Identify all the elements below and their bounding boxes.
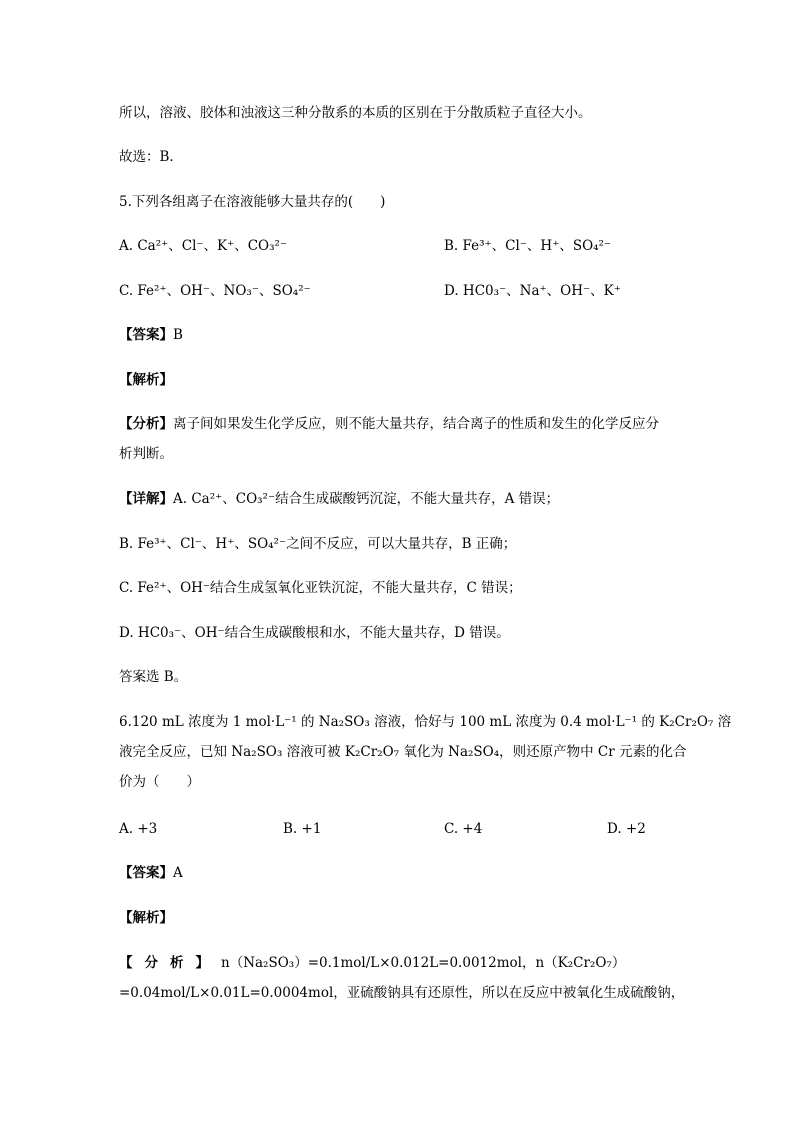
answer-5 (119, 325, 183, 345)
question-5-option-d: D. HC0₃⁻、Na⁺、OH⁻、K⁺ (444, 283, 621, 299)
answer-label: 【答案】 (119, 327, 173, 343)
answer-6 (119, 863, 183, 883)
analysis-5-line-2: 析判断。 (119, 446, 173, 462)
answer-label: 【答案】 (119, 865, 173, 881)
question-6-option-b: B. +1 (283, 821, 322, 837)
fenxi-text: 离子间如果发生化学反应，则不能大量共存，结合离子的性质和发生的化学反应分 (173, 416, 659, 432)
detail-5-b: B. Fe³⁺、Cl⁻、H⁺、SO₄²⁻之间不反应，可以大量共存，B 正确； (119, 536, 517, 552)
detail-5-a (119, 489, 559, 509)
text-line-conclusion: 所以，溶液、胶体和浊液这三种分散系的本质的区别在于分散质粒子直径大小。 (119, 105, 592, 121)
analysis-label: 【解析】 (119, 372, 173, 388)
answer-value: A (173, 865, 183, 881)
detail-5-d: D. HC0₃⁻、OH⁻结合生成碳酸根和水，不能大量共存，D 错误。 (119, 625, 510, 641)
xiangjie-label: 【详解】 (119, 491, 173, 507)
detail-5-c: C. Fe²⁺、OH⁻结合生成氢氧化亚铁沉淀，不能大量共存，C 错误； (119, 580, 522, 596)
answer-value: B (173, 327, 183, 343)
fenxi-label: 【分析】 (119, 955, 221, 971)
question-5-option-c: C. Fe²⁺、OH⁻、NO₃⁻、SO₄²⁻ (119, 283, 311, 299)
text-line-choice: 故选：B． (119, 149, 183, 165)
question-6-option-a: A. +3 (119, 821, 158, 837)
question-6-line-3: 价为（ ） (119, 774, 200, 790)
question-5-stem: 5.下列各组离子在溶液能够大量共存的( ) (119, 194, 386, 210)
question-5-option-a: A. Ca²⁺、Cl⁻、K⁺、CO₃²⁻ (119, 238, 288, 254)
analysis-6-line-2: =0.04mol/L×0.01L=0.0004mol，亚硫酸钠具有还原性，所以在反应中被氧化生成硫酸钠， (119, 985, 685, 1001)
question-6-option-c: C. +4 (444, 821, 483, 837)
question-5-option-b: B. Fe³⁺、Cl⁻、H⁺、SO₄²⁻ (444, 238, 612, 254)
analysis-6-text-1: n（Na₂SO₃）=0.1mol/L×0.012L=0.0012mol，n（K₂Cr₂O₇） (221, 955, 626, 971)
analysis-6-line-1 (119, 953, 625, 973)
analysis-5-line-1 (119, 414, 659, 434)
fenxi-label: 【分析】 (119, 416, 173, 432)
question-6-line-1: 6.120 mL 浓度为 1 mol·L⁻¹ 的 Na₂SO₃ 溶液，恰好与 100 mL 浓度为 0.4 mol·L⁻¹ 的 K₂Cr₂O₇ 溶 (119, 714, 732, 730)
detail-a-text: A. Ca²⁺、CO₃²⁻结合生成碳酸钙沉淀，不能大量共存，A 错误； (173, 491, 560, 507)
question-6-line-2: 液完全反应，已知 Na₂SO₃ 溶液可被 K₂Cr₂O₇ 氧化为 Na₂SO₄，则还原产物中 Cr 元素的化合 (119, 744, 687, 760)
answer-5-final: 答案选 B。 (119, 669, 188, 685)
question-6-option-d: D. +2 (607, 821, 646, 837)
analysis-label: 【解析】 (119, 910, 173, 926)
